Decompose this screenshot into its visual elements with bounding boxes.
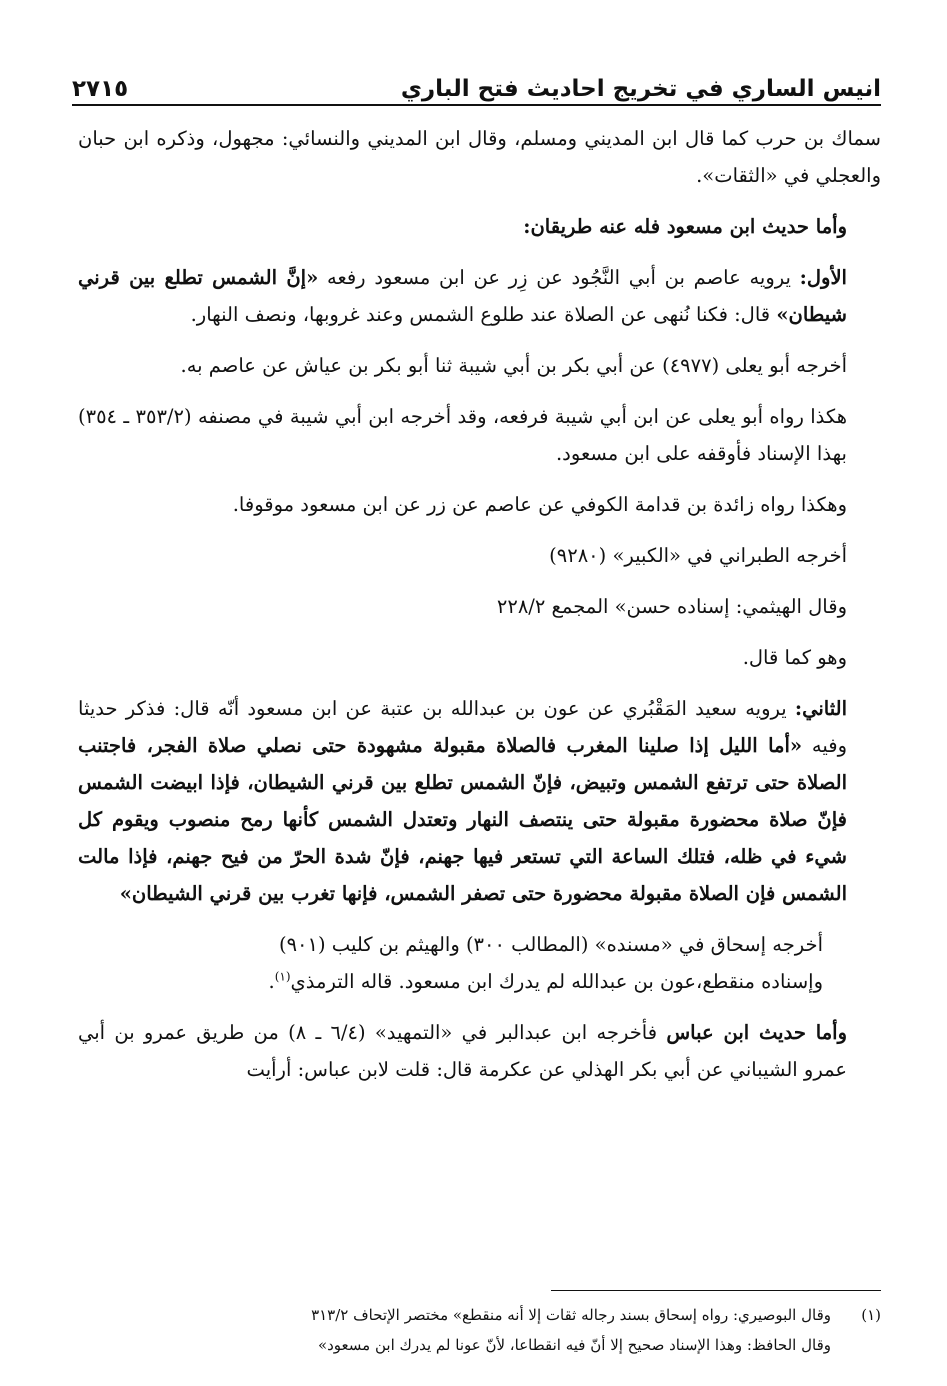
- main-text: [78, 120, 881, 1088]
- text-span: .: [268, 970, 275, 993]
- paragraph: [78, 963, 881, 1000]
- footnote-item: [78, 1300, 881, 1330]
- paragraph: أخرجه إسحاق في «مسنده» (المطالب ٣٠٠) والهيثم بن كليب (٩٠١): [278, 933, 823, 956]
- footnote-rule: [551, 1290, 881, 1291]
- footnote-ref: (١): [274, 969, 291, 984]
- text-span: فأخرجه ابن عبدالبر في «التمهيد» (٦/٤ ـ ٨) من طريق عمرو بن أبي عمرو الشيباني عن أبي بكر الهذلي عن عكرمة قال: قلت لابن عباس: أرأيت: [78, 1021, 847, 1081]
- footnote-text: وقال الحافظ: وهذا الإسناد صحيح إلا أنّ فيه انقطاعا، لأنّ عونا لم يدرك ابن مسعود»: [317, 1336, 831, 1354]
- section-heading: وأما حديث ابن مسعود فله عنه طريقان:: [523, 215, 847, 238]
- book-title: انيس الساري في تخريج احاديث فتح الباري: [400, 76, 881, 102]
- text-span: قال: فكنا نُنهى عن الصلاة عند طلوع الشمس وعند غروبها، ونصف النهار.: [190, 303, 777, 326]
- footnote-number: (١): [861, 1306, 881, 1324]
- paragraph: أخرجه أبو يعلى (٤٩٧٧) عن أبي بكر بن أبي شيبة ثنا أبو بكر بن عياش عن عاصم به.: [180, 354, 847, 377]
- paragraph: وهكذا رواه زائدة بن قدامة الكوفي عن عاصم عن زر عن ابن مسعود موقوفا.: [232, 493, 847, 516]
- text-span: يرويه عاصم بن أبي النَّجُود عن زِر عن ابن مسعود رفعه: [318, 266, 800, 289]
- hadith-quote: «أما الليل إذا صلينا المغرب فالصلاة مقبولة مشهودة حتى نصلي صلاة الفجر، فاجتنب الصلاة حتى ترتفع الشمس وتبيض، فإنّ الشمس تطلع بين قرني الشيطان، فإذا ابيضت الشمس فإنّ صلاة محضورة مقبولة حتى ينتصف النهار وتعتدل الشمس كأنها رمح منصوب ويقوم كل شيء في ظله، فتلك الساعة التي تستعر فيها جهنم، فإنّ شدة الحرّ من فيح جهنم، فإذا مالت الشمس فإن الصلاة مقبولة محضورة حتى تصفر الشمس، فإنها تغرب بين قرني الشيطان»: [78, 734, 847, 905]
- paragraph-lead: وأما حديث ابن عباس: [666, 1021, 847, 1044]
- paragraph: أخرجه الطبراني في «الكبير» (٩٢٨٠): [549, 544, 847, 567]
- paragraph: [78, 1014, 881, 1088]
- hadith-quote: «إنَّ الشمس تطلع بين قرني شيطان»: [78, 266, 847, 326]
- running-header: [72, 66, 881, 102]
- footnotes: [78, 1300, 881, 1360]
- text-span: يرويه سعيد المَقْبُري عن عون بن عبدالله بن عتبة عن ابن مسعود أنّه قال: فذكر حديثا وفيه: [78, 697, 847, 757]
- paragraph: سماك بن حرب كما قال ابن المديني ومسلم، وقال ابن المديني والنسائي: مجهول، وذكره ابن حبان والعجلي في «الثقات».: [78, 127, 881, 187]
- paragraph-lead: الثاني:: [794, 697, 847, 720]
- header-rule: [72, 104, 881, 106]
- text-span: وإسناده منقطع،عون بن عبدالله لم يدرك ابن مسعود. قاله الترمذي: [290, 970, 823, 993]
- paragraph: وهو كما قال.: [742, 646, 847, 669]
- paragraph: هكذا رواه أبو يعلى عن ابن أبي شيبة فرفعه، وقد أخرجه ابن أبي شيبة في مصنفه (٣٥٣/٢ ـ ٣٥٤) بهذا الإسناد فأوقفه على ابن مسعود.: [78, 405, 847, 465]
- footnote-text: وقال البوصيري: رواه إسحاق بسند رجاله ثقات إلا أنه منقطع» مختصر الإتحاف ٣١٣/٢: [311, 1306, 831, 1324]
- paragraph: [78, 259, 881, 333]
- page-number: ٢٧١٥: [72, 76, 129, 102]
- paragraph: وقال الهيثمي: إسناده حسن» المجمع ٢٢٨/٢: [496, 595, 847, 618]
- paragraph: [78, 690, 881, 912]
- paragraph-lead: الأول:: [799, 266, 847, 289]
